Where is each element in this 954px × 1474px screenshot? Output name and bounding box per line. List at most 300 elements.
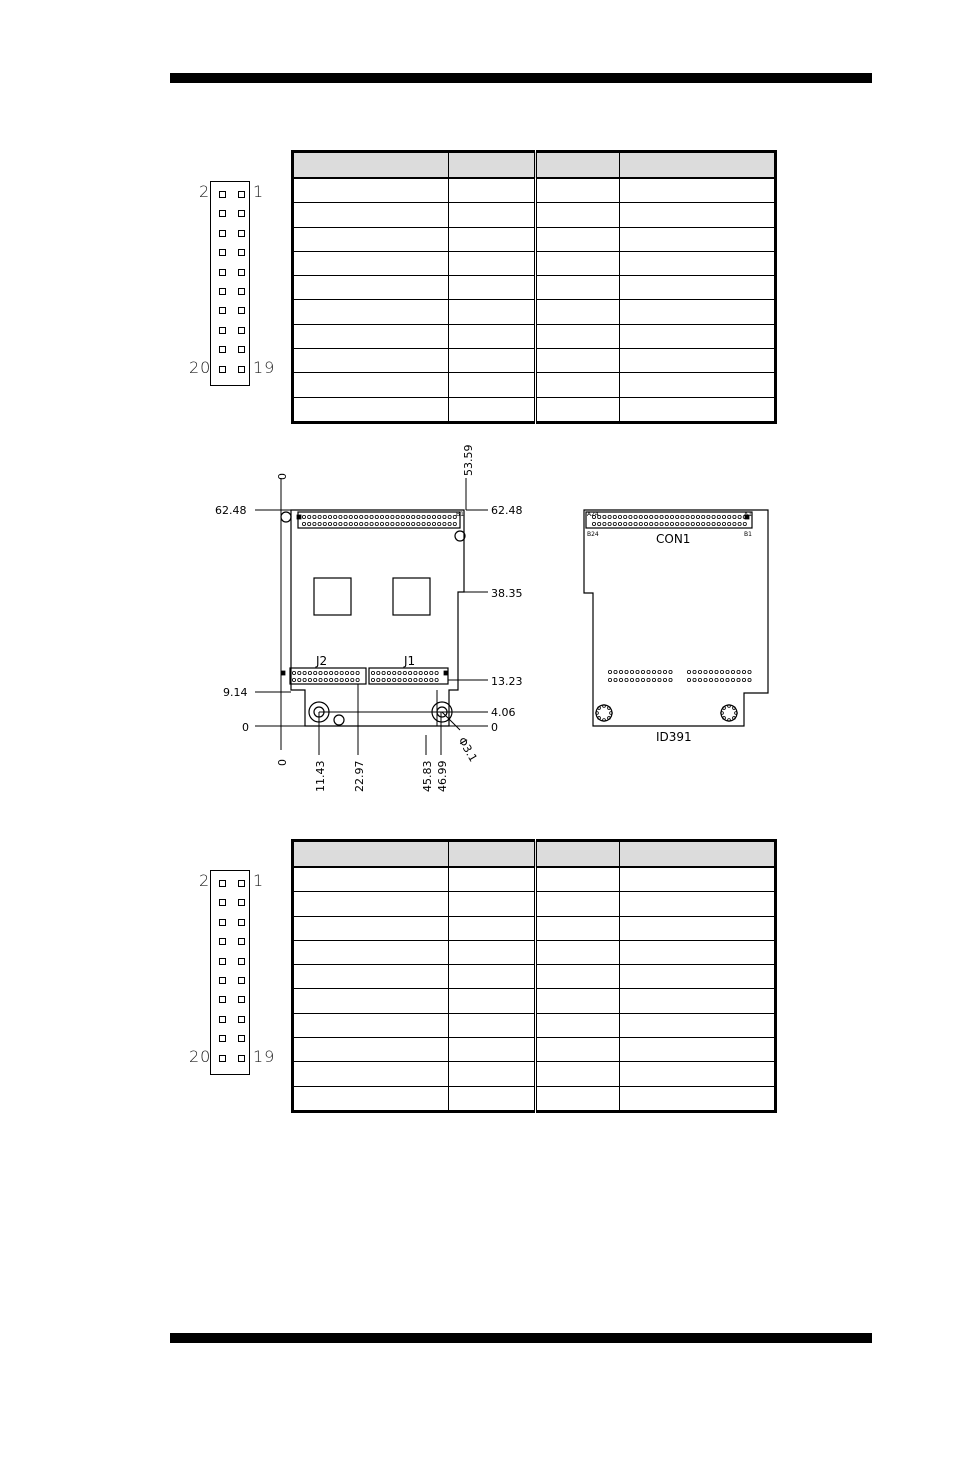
connector-pin	[308, 515, 311, 518]
connector-pin	[647, 678, 650, 681]
header-j2	[290, 668, 366, 684]
connector-pin	[630, 670, 633, 673]
table-cell	[448, 1086, 535, 1111]
connector-pin	[738, 515, 741, 518]
connector-pin	[360, 515, 363, 518]
connector-pin	[748, 670, 751, 673]
connector-pin	[298, 671, 301, 674]
pin-pad	[238, 919, 245, 926]
connector-pin	[340, 671, 343, 674]
connector-pin	[303, 678, 306, 681]
connector-pin	[371, 678, 374, 681]
connector-pin	[391, 522, 394, 525]
table-cell	[620, 1038, 776, 1062]
connector-pin	[702, 522, 705, 525]
pin-pad	[238, 1035, 245, 1042]
connector-pin	[670, 515, 673, 518]
table-cell	[448, 349, 535, 373]
pin-label-1: 1	[253, 871, 265, 890]
connector-pin	[324, 678, 327, 681]
table-cell	[620, 397, 776, 422]
table-cell	[293, 989, 449, 1013]
connector-pin	[349, 522, 352, 525]
connector-pin	[670, 522, 673, 525]
connector-pin	[406, 515, 409, 518]
dim-hole1: 11.43	[314, 760, 327, 792]
table-cell	[535, 373, 620, 397]
connector-pin	[417, 515, 420, 518]
connector-pin	[619, 678, 622, 681]
table-cell	[535, 178, 620, 203]
pin-label-2: 2	[199, 871, 211, 890]
connector-pin	[351, 678, 354, 681]
table-row	[293, 373, 776, 397]
table-cell	[535, 300, 620, 324]
connector-pin	[323, 522, 326, 525]
connector-pin	[681, 515, 684, 518]
connector-pin	[608, 515, 611, 518]
left-board-outline	[291, 510, 464, 726]
connector-pin	[377, 671, 380, 674]
table-cell	[535, 867, 620, 892]
table-cell	[448, 965, 535, 989]
connector-pin	[720, 678, 723, 681]
connector-pin	[712, 515, 715, 518]
connector-pin	[435, 671, 438, 674]
header-cell-signal-left	[293, 841, 449, 868]
connector-pin	[401, 515, 404, 518]
dim-top-zero: 0	[276, 473, 289, 480]
connector-pin	[432, 522, 435, 525]
table-cell	[293, 397, 449, 422]
label-board-id: ID391	[656, 730, 692, 744]
connector-pin	[726, 670, 729, 673]
connector-pin	[422, 515, 425, 518]
pin-pad	[219, 958, 226, 965]
table-cell	[620, 178, 776, 203]
connector-con1	[586, 512, 752, 528]
connector-pin	[704, 670, 707, 673]
table-cell	[620, 1062, 776, 1086]
pin-label-2: 2	[199, 182, 211, 201]
table-row	[293, 989, 776, 1013]
table-cell	[293, 227, 449, 251]
connector-pin	[419, 671, 422, 674]
table-cell	[620, 203, 776, 227]
dim-j2: 22.97	[353, 760, 366, 792]
connector-pin	[669, 670, 672, 673]
table-cell	[448, 300, 535, 324]
connector-pin	[660, 522, 663, 525]
pin-pad	[219, 1055, 226, 1062]
pin-header-outline	[210, 870, 250, 1075]
table-cell	[535, 227, 620, 251]
connector-pin	[303, 671, 306, 674]
connector-pin	[641, 678, 644, 681]
pin-pad	[238, 958, 245, 965]
connector-pin	[427, 522, 430, 525]
connector-pin	[386, 522, 389, 525]
connector-pin	[636, 670, 639, 673]
connector-pin	[696, 515, 699, 518]
pin-pad	[238, 938, 245, 945]
table-cell	[448, 940, 535, 964]
connector-pin	[292, 678, 295, 681]
pin-assignment-table-bottom	[291, 839, 777, 1113]
connector-pin	[650, 515, 653, 518]
connector-pin	[396, 522, 399, 525]
table-cell	[448, 1038, 535, 1062]
table-cell	[535, 251, 620, 275]
table-cell	[293, 373, 449, 397]
header-cell-pin-left	[448, 841, 535, 868]
chip-left	[314, 578, 351, 615]
table-cell	[448, 178, 535, 203]
connector-pin	[398, 678, 401, 681]
table-cell	[535, 940, 620, 964]
connector-pin	[709, 670, 712, 673]
pin-label-20: 20	[189, 1047, 212, 1066]
connector-pin	[624, 515, 627, 518]
connector-pin	[652, 678, 655, 681]
connector-pin	[655, 522, 658, 525]
connector-pin	[742, 670, 745, 673]
table-row	[293, 251, 776, 275]
connector-pin	[608, 670, 611, 673]
connector-pin	[592, 522, 595, 525]
connector-pin	[715, 678, 718, 681]
connector-pin	[629, 522, 632, 525]
connector-pin	[687, 670, 690, 673]
connector-pin	[412, 515, 415, 518]
table-cell	[293, 1013, 449, 1037]
table-row	[293, 276, 776, 300]
connector-pin	[691, 522, 694, 525]
table-cell	[293, 965, 449, 989]
table-cell	[448, 1062, 535, 1086]
pin-pad	[238, 899, 245, 906]
dim-right-hole: 4.06	[491, 706, 516, 719]
dim-j1a: 45.83	[421, 760, 434, 792]
connector-pin	[365, 515, 368, 518]
label-b1-left: B1	[456, 511, 464, 518]
connector-pin	[728, 522, 731, 525]
connector-pin	[345, 678, 348, 681]
connector-pin	[681, 522, 684, 525]
pin-label-19: 19	[253, 1047, 276, 1066]
connector-pin	[731, 670, 734, 673]
connector-pin	[424, 671, 427, 674]
chip-right	[393, 578, 430, 615]
pin-pad	[219, 899, 226, 906]
table-cell	[293, 300, 449, 324]
connector-pin	[403, 671, 406, 674]
connector-pin	[647, 670, 650, 673]
pin-pad	[238, 288, 245, 295]
connector-pin	[393, 671, 396, 674]
pin-pad	[219, 880, 226, 887]
connector-pin	[722, 522, 725, 525]
connector-pin	[665, 522, 668, 525]
table-cell	[620, 1086, 776, 1111]
connector-pin	[319, 678, 322, 681]
table-cell	[535, 1086, 620, 1111]
connector-pin	[641, 670, 644, 673]
pin-pad	[219, 996, 226, 1003]
connector-pin	[644, 522, 647, 525]
connector-pin	[731, 678, 734, 681]
connector-pin	[356, 678, 359, 681]
table-cell	[620, 1013, 776, 1037]
table-cell	[620, 251, 776, 275]
connector-pin	[334, 522, 337, 525]
connector-pin	[414, 671, 417, 674]
pin-pad	[219, 919, 226, 926]
connector-pin	[427, 515, 430, 518]
dim-right-mid: 38.35	[491, 587, 523, 600]
table-cell	[620, 276, 776, 300]
table-cell	[293, 251, 449, 275]
connector-pin	[340, 678, 343, 681]
dim-top-right: 53.59	[462, 444, 475, 476]
table-cell	[448, 867, 535, 892]
table-cell	[535, 892, 620, 916]
table-row	[293, 324, 776, 348]
connector-pin	[345, 671, 348, 674]
table-cell	[448, 373, 535, 397]
header-cell-signal-right	[620, 841, 776, 868]
connector-pin	[424, 678, 427, 681]
connector-pin	[387, 671, 390, 674]
connector-pin	[409, 671, 412, 674]
connector-pin	[650, 522, 653, 525]
connector-pin	[722, 515, 725, 518]
pin-pad	[238, 327, 245, 334]
table-cell	[620, 227, 776, 251]
connector-pin	[412, 522, 415, 525]
table-cell	[535, 916, 620, 940]
connector-pin	[720, 670, 723, 673]
pin1-marker	[281, 671, 285, 675]
connector-pin	[728, 515, 731, 518]
connector-pin	[742, 678, 745, 681]
connector-pin	[636, 678, 639, 681]
connector-pin	[308, 678, 311, 681]
connector-pin	[365, 522, 368, 525]
table-cell	[448, 1013, 535, 1037]
table-cell	[448, 989, 535, 1013]
connector-pin	[691, 515, 694, 518]
connector-pin	[715, 670, 718, 673]
pin-pad	[219, 366, 226, 373]
connector-pin	[330, 678, 333, 681]
connector-pin	[663, 670, 666, 673]
table-cell	[620, 916, 776, 940]
connector-pin	[328, 515, 331, 518]
connector-pin	[665, 515, 668, 518]
connector-pin	[339, 515, 342, 518]
pin-pad	[219, 977, 226, 984]
table-row	[293, 892, 776, 916]
table-cell	[535, 965, 620, 989]
connector-pin	[314, 671, 317, 674]
connector-pin	[419, 678, 422, 681]
connector-pin	[398, 671, 401, 674]
header-cell-pin-right	[535, 841, 620, 868]
connector-pin	[660, 515, 663, 518]
connector-pin	[634, 522, 637, 525]
pin-label-1: 1	[253, 182, 265, 201]
connector-pin	[403, 678, 406, 681]
table-cell	[293, 349, 449, 373]
connector-pin	[639, 515, 642, 518]
connector-pin	[318, 515, 321, 518]
connector-pin	[382, 678, 385, 681]
pin-pad	[238, 230, 245, 237]
connector-pin	[330, 671, 333, 674]
connector-pin	[676, 522, 679, 525]
label-a1: A1	[744, 511, 752, 518]
connector-pin	[709, 678, 712, 681]
table-cell	[620, 892, 776, 916]
table-row	[293, 1038, 776, 1062]
table-cell	[620, 989, 776, 1013]
table-cell	[293, 940, 449, 964]
connector-pin	[448, 522, 451, 525]
table-cell	[293, 1038, 449, 1062]
table-cell	[535, 1062, 620, 1086]
connector-pin	[618, 515, 621, 518]
connector-pin	[292, 671, 295, 674]
table-cell	[620, 867, 776, 892]
connector-pin	[406, 522, 409, 525]
table-cell	[448, 203, 535, 227]
connector-pin	[313, 515, 316, 518]
connector-pin	[356, 671, 359, 674]
table-cell	[535, 276, 620, 300]
header-cell-pin-left	[448, 152, 535, 179]
connector-pin	[619, 670, 622, 673]
connector-pin	[335, 671, 338, 674]
connector-pin	[351, 671, 354, 674]
connector-pin	[618, 522, 621, 525]
table-row	[293, 178, 776, 203]
connector-pin	[323, 515, 326, 518]
connector-pin	[335, 678, 338, 681]
table-cell	[535, 1038, 620, 1062]
pin-pad	[219, 938, 226, 945]
connector-pin	[698, 678, 701, 681]
connector-pin	[430, 671, 433, 674]
table-cell	[448, 916, 535, 940]
pin-pad	[219, 307, 226, 314]
dim-right-top: 62.48	[491, 504, 523, 517]
pin-pad	[238, 1016, 245, 1023]
header-cell-signal-right	[620, 152, 776, 179]
connector-pin	[733, 522, 736, 525]
connector-pin	[344, 515, 347, 518]
dim-bottom-zero: 0	[276, 759, 289, 766]
table-header-row	[293, 152, 776, 179]
pin-pad	[219, 210, 226, 217]
table-cell	[620, 965, 776, 989]
connector-pin	[613, 522, 616, 525]
dim-right-j: 13.23	[491, 675, 523, 688]
pin-pad	[238, 977, 245, 984]
table-cell	[293, 324, 449, 348]
connector-pin	[625, 678, 628, 681]
connector-pin	[613, 515, 616, 518]
connector-pin	[634, 515, 637, 518]
connector-pin	[630, 678, 633, 681]
connector-pin	[686, 522, 689, 525]
connector-pin	[298, 678, 301, 681]
table-cell	[620, 373, 776, 397]
connector-pin	[328, 522, 331, 525]
table-cell	[620, 324, 776, 348]
table-row	[293, 227, 776, 251]
dim-left-j: 9.14	[223, 686, 248, 699]
table-row	[293, 1013, 776, 1037]
connector-pin	[319, 671, 322, 674]
connector-pin	[748, 678, 751, 681]
connector-pin	[432, 515, 435, 518]
pin-pad	[219, 1035, 226, 1042]
connector-pin	[702, 515, 705, 518]
connector-pin	[324, 671, 327, 674]
table-row	[293, 203, 776, 227]
table-cell	[620, 300, 776, 324]
connector-pin	[693, 678, 696, 681]
connector-pin	[334, 515, 337, 518]
connector-pin	[377, 678, 380, 681]
table-cell	[448, 324, 535, 348]
pin-pad	[219, 288, 226, 295]
pin-pad	[219, 346, 226, 353]
pin-pad	[238, 880, 245, 887]
mechanical-drawing	[0, 430, 954, 850]
pin-pad	[219, 249, 226, 256]
connector-pin	[743, 522, 746, 525]
connector-pin	[608, 522, 611, 525]
connector-pin	[387, 678, 390, 681]
table-row	[293, 916, 776, 940]
table-cell	[448, 397, 535, 422]
connector-pin	[687, 678, 690, 681]
connector-pin	[696, 522, 699, 525]
connector-pin	[313, 522, 316, 525]
connector-pin	[344, 522, 347, 525]
connector-pin	[302, 522, 305, 525]
table-cell	[535, 203, 620, 227]
connector-pin	[396, 515, 399, 518]
table-row	[293, 965, 776, 989]
footer-rule	[170, 1333, 872, 1343]
connector-pin	[663, 678, 666, 681]
pin-pad	[238, 307, 245, 314]
mounting-hole-tl	[281, 512, 291, 522]
pin-pad	[219, 1016, 226, 1023]
connector-pin	[414, 678, 417, 681]
connector-pin	[608, 678, 611, 681]
pin1-marker	[297, 515, 301, 519]
pin-label-19: 19	[253, 358, 276, 377]
connector-pin	[308, 522, 311, 525]
table-header-row	[293, 841, 776, 868]
connector-pin	[354, 515, 357, 518]
connector-pin	[375, 515, 378, 518]
table-row	[293, 867, 776, 892]
